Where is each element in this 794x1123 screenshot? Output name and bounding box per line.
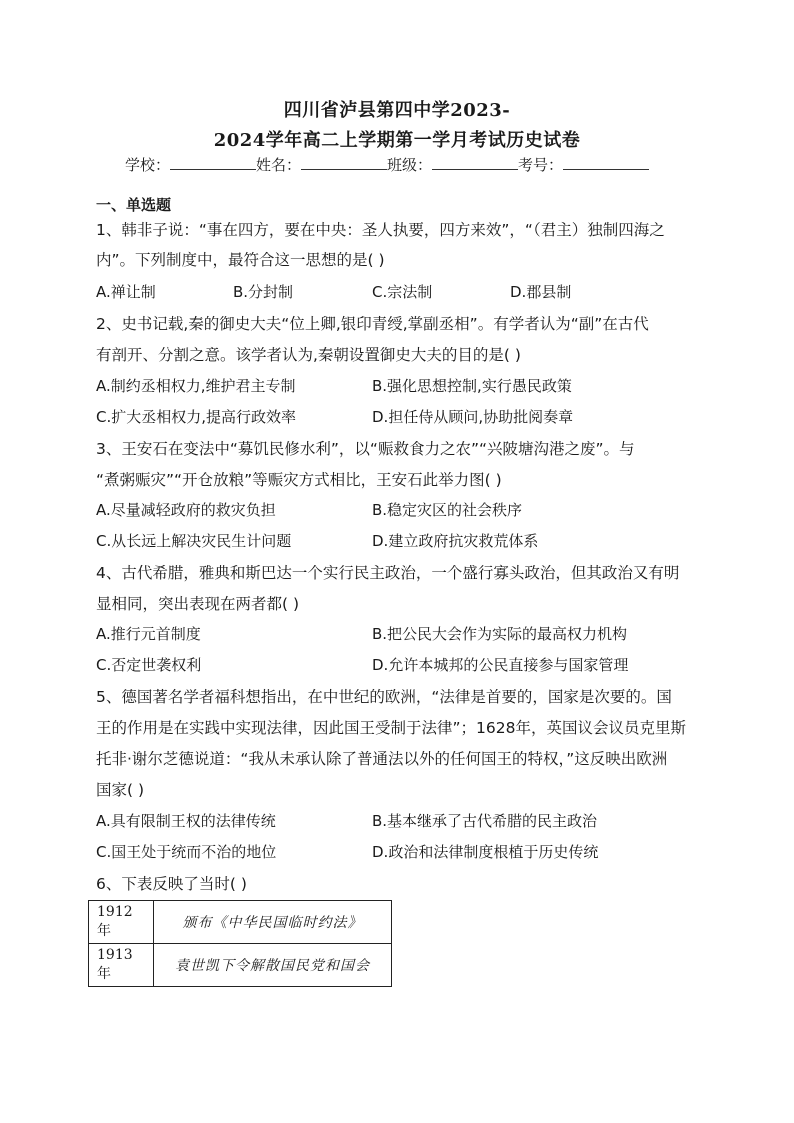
class-blank[interactable] — [432, 155, 518, 170]
table-cell-year: 1913年 — [89, 944, 154, 987]
question-5-option-a[interactable]: A.具有限制王权的法律传统 — [96, 812, 276, 830]
exam-title-line1: 四川省泸县第四中学2023- — [283, 100, 511, 121]
question-4-option-d[interactable]: D.允许本城邦的公民直接参与国家管理 — [372, 656, 629, 674]
table-cell-year: 1912年 — [89, 901, 154, 944]
question-5-option-d[interactable]: D.政治和法律制度根植于历史传统 — [372, 843, 599, 861]
student-info-row — [125, 154, 649, 175]
question-2-line-2: 有剖开、分割之意。该学者认为,秦朝设置御史大夫的目的是( ) — [96, 346, 521, 364]
question-1-option-c[interactable]: C.宗法制 — [372, 283, 433, 301]
table-cell-event: 颁布《中华民国临时约法》 — [154, 901, 392, 944]
question-5-line-1: 5、德国著名学者福科想指出，在中世纪的欧洲，“法律是首要的，国家是次要的。国 — [96, 688, 672, 706]
question-1-option-b[interactable]: B.分封制 — [233, 283, 294, 301]
class-label: 班级： — [387, 156, 433, 174]
name-blank[interactable] — [301, 155, 387, 170]
question-5-option-c[interactable]: C.国王处于统而不治的地位 — [96, 843, 277, 861]
question-6-line-1: 6、下表反映了当时( ) — [96, 875, 247, 893]
question-2-option-b[interactable]: B.强化思想控制,实行愚民政策 — [372, 377, 572, 395]
section-title: 一、单选题 — [96, 196, 172, 214]
table-row — [89, 901, 392, 944]
question-3-option-a[interactable]: A.尽量减轻政府的救灾负担 — [96, 501, 276, 519]
question-5-option-b[interactable]: B.基本继承了古代希腊的民主政治 — [372, 812, 598, 830]
question-4-option-a[interactable]: A.推行元首制度 — [96, 625, 201, 643]
question-1-option-a[interactable]: A.禅让制 — [96, 283, 156, 301]
table-cell-event: 袁世凯下令解散国民党和国会 — [154, 944, 392, 987]
question-1-option-d[interactable]: D.郡县制 — [510, 283, 572, 301]
question-3-line-2: “煮粥赈灾”“开仓放粮”等赈灾方式相比，王安石此举力图( ) — [96, 471, 502, 489]
question-3-option-c[interactable]: C.从长远上解决灾民生计问题 — [96, 532, 292, 550]
question-5-line-2: 王的作用是在实践中实现法律，因此国王受制于法律”；1628年，英国议会议员克里斯 — [96, 719, 686, 737]
question-2-option-a[interactable]: A.制约丞相权力,维护君主专制 — [96, 377, 296, 395]
history-table — [88, 900, 392, 987]
exam-title-line2: 2024学年高二上学期第一学月考试历史试卷 — [213, 130, 581, 151]
question-5-line-4: 国家( ) — [96, 781, 145, 799]
question-4-option-b[interactable]: B.把公民大会作为实际的最高权力机构 — [372, 625, 628, 643]
question-2-option-d[interactable]: D.担任侍从顾问,协助批阅奏章 — [372, 408, 574, 426]
question-1-line-1: 1、韩非子说：“事在四方，要在中央：圣人执要，四方来效”，“（君主）独制四海之 — [96, 221, 665, 239]
question-4-line-1: 4、古代希腊，雅典和斯巴达一个实行民主政治，一个盛行寡头政治，但其政治又有明 — [96, 564, 680, 582]
question-4-line-2: 显相同，突出表现在两者都( ) — [96, 595, 300, 613]
table-row — [89, 944, 392, 987]
question-3-option-b[interactable]: B.稳定灾区的社会秩序 — [372, 501, 523, 519]
question-2-option-c[interactable]: C.扩大丞相权力,提高行政效率 — [96, 408, 297, 426]
school-blank[interactable] — [170, 155, 256, 170]
id-label: 考号： — [518, 156, 564, 174]
name-label: 姓名： — [256, 156, 302, 174]
question-3-line-1: 3、王安石在变法中“募饥民修水利”，以“赈救食力之农”“兴陂塘沟港之废”。与 — [96, 440, 635, 458]
question-2-line-1: 2、史书记载,秦的御史大夫“位上卿,银印青绶,掌副丞相”。有学者认为“副”在古代 — [96, 315, 649, 333]
question-3-option-d[interactable]: D.建立政府抗灾救荒体系 — [372, 532, 539, 550]
question-4-option-c[interactable]: C.否定世袭权利 — [96, 656, 202, 674]
question-5-line-3: 托非·谢尔芝德说道：“我从未承认除了普通法以外的任何国王的特权，”这反映出欧洲 — [96, 750, 668, 768]
school-label: 学校： — [125, 156, 171, 174]
question-1-line-2: 内”。下列制度中，最符合这一思想的是( ) — [96, 251, 385, 269]
id-blank[interactable] — [563, 155, 649, 170]
